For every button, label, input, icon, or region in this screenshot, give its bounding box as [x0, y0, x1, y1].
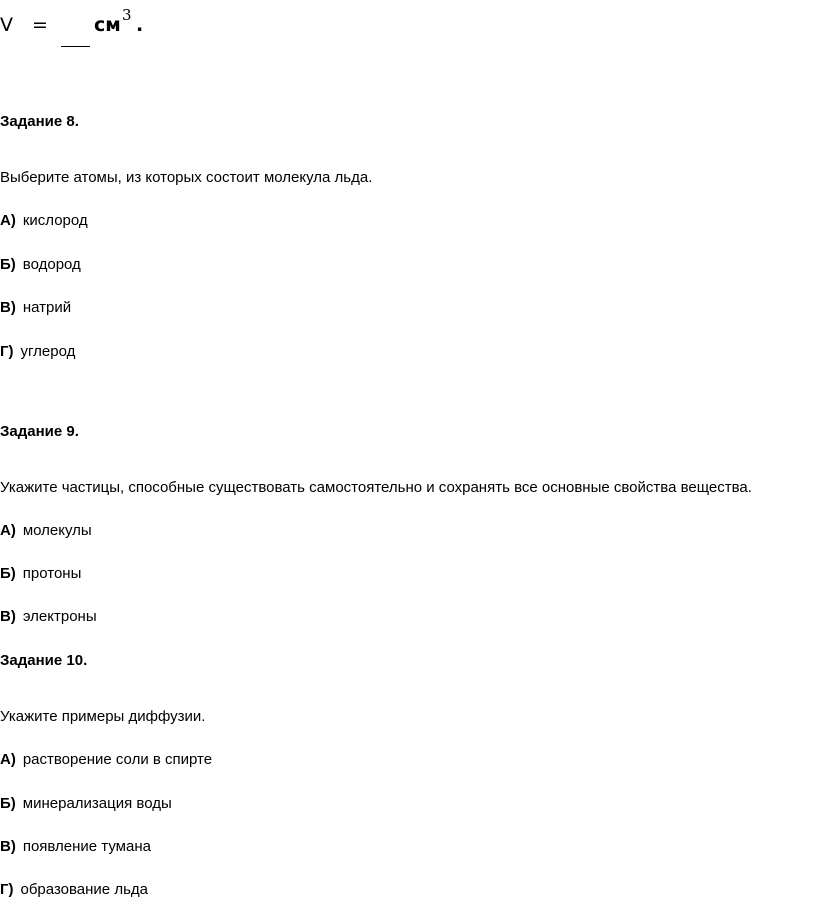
option-text: водород — [22, 256, 81, 273]
answer-blank-line — [61, 46, 90, 47]
option-letter: В) — [0, 838, 16, 855]
option-letter: Б) — [0, 565, 16, 582]
task-9-option-c[interactable] — [0, 608, 97, 625]
option-letter: А) — [0, 751, 16, 768]
formula-terminator: . — [136, 14, 144, 36]
formula-exponent: 3 — [122, 6, 132, 24]
task-8-option-a[interactable] — [0, 212, 88, 229]
formula-unit: см — [94, 14, 121, 36]
option-text: минерализация воды — [22, 795, 172, 812]
option-letter: А) — [0, 522, 16, 539]
option-text: углерод — [20, 343, 76, 360]
option-text: образование льда — [20, 881, 148, 898]
task-9-option-b[interactable] — [0, 565, 81, 582]
formula-variable: V — [0, 14, 13, 36]
option-letter: В) — [0, 608, 16, 625]
option-letter: А) — [0, 212, 16, 229]
option-text: появление тумана — [22, 838, 151, 855]
option-letter: Б) — [0, 256, 16, 273]
task-10-option-c[interactable] — [0, 838, 151, 855]
task-10-question: Укажите примеры диффузии. — [0, 708, 206, 725]
option-text: электроны — [22, 608, 97, 625]
option-letter: Г) — [0, 343, 14, 360]
option-letter: Г) — [0, 881, 14, 898]
task-9-title: Задание 9. — [0, 423, 79, 440]
option-letter: Б) — [0, 795, 16, 812]
option-letter: В) — [0, 299, 16, 316]
task-8-question: Выберите атомы, из которых состоит молекула льда. — [0, 169, 373, 186]
task-10-option-b[interactable] — [0, 795, 172, 812]
option-text: растворение соли в спирте — [22, 751, 213, 768]
task-9-question: Укажите частицы, способные существовать самостоятельно и сохранять все основные свойства вещества. — [0, 479, 752, 496]
task-8-option-b[interactable] — [0, 256, 81, 273]
option-text: кислород — [22, 212, 88, 229]
task-9-option-a[interactable] — [0, 522, 92, 539]
option-text: молекулы — [22, 522, 92, 539]
task-10-option-d[interactable] — [0, 881, 148, 898]
option-text: натрий — [22, 299, 72, 316]
formula-equals-sign: = — [32, 14, 48, 36]
task-8-title: Задание 8. — [0, 113, 79, 130]
task-10-title: Задание 10. — [0, 652, 88, 669]
task-8-option-d[interactable] — [0, 343, 75, 360]
task-8-option-c[interactable] — [0, 299, 71, 316]
task-10-option-a[interactable] — [0, 751, 212, 768]
option-text: протоны — [22, 565, 82, 582]
